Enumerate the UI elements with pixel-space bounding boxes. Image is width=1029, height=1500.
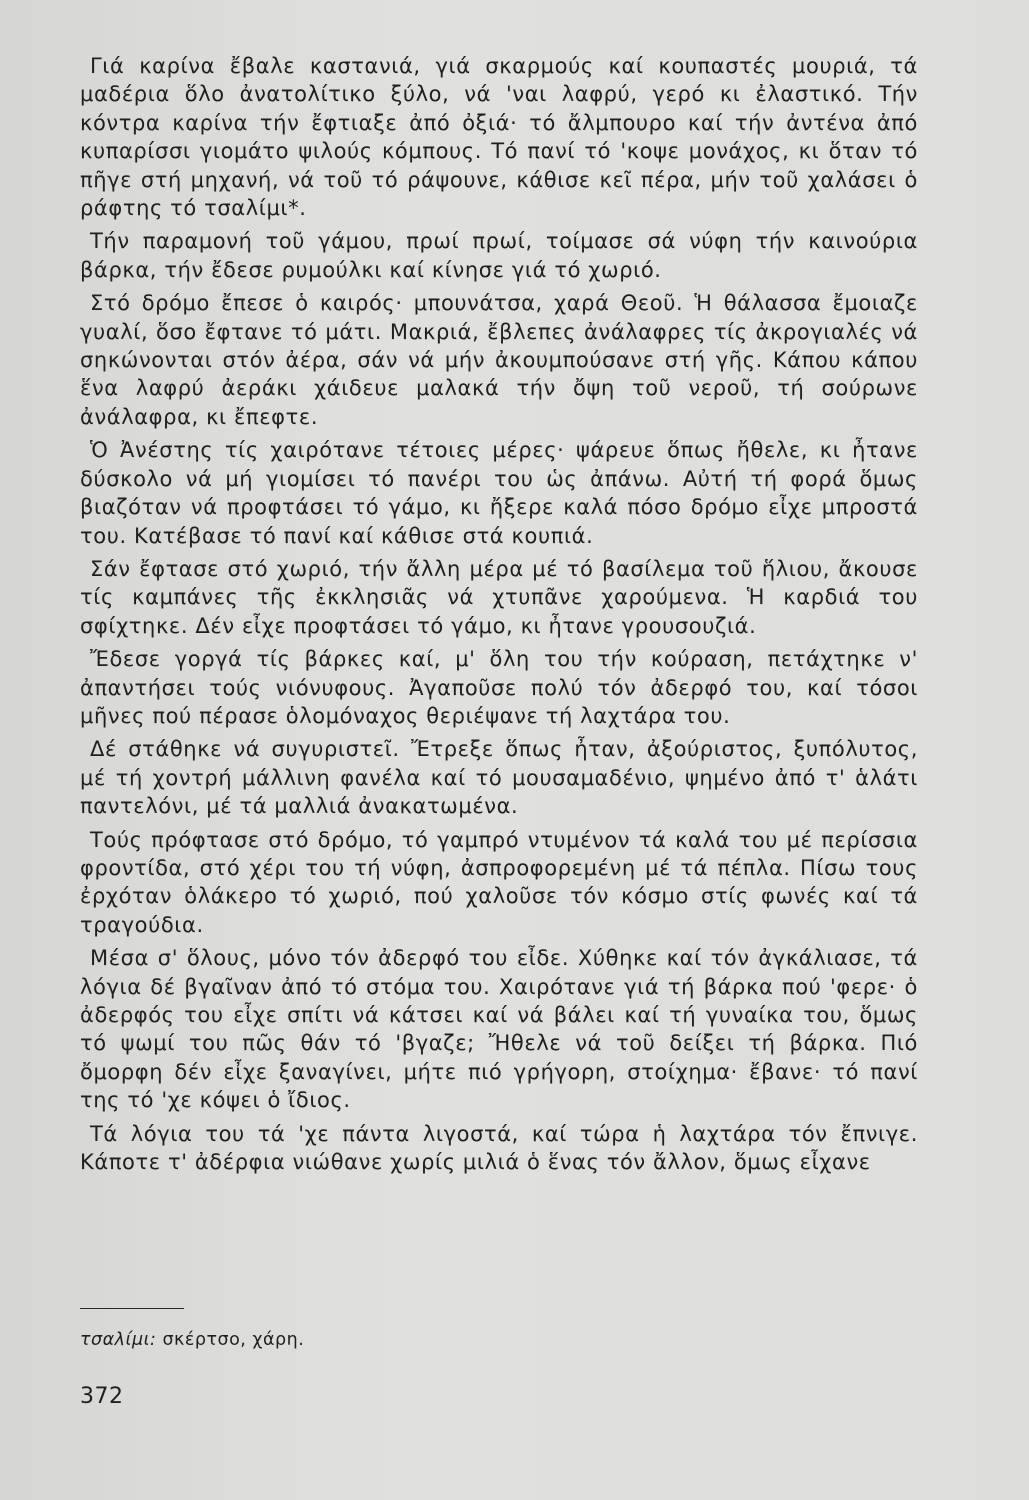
page-number: 372	[80, 1384, 124, 1409]
footnote	[80, 1330, 304, 1350]
paragraph: Σάν ἔφτασε στό χωριό, τήν ἄλλη μέρα μέ τό βασίλεμα τοῦ ἥλιου, ἄκουσε τίς καμπάνες τῆς ἐκκλησιᾶς νά χτυπᾶνε χαρούμενα. Ἡ καρδιά του σφίχτηκε. Δέν εἶχε προφτάσει τό γάμο, κι ἦτανε γρουσουζιά.	[80, 556, 918, 638]
paragraph: Στό δρόμο ἔπεσε ὁ καιρός· μπουνάτσα, χαρά Θεοῦ. Ἡ θάλασσα ἔμοιαζε γυαλί, ὅσο ἔφτανε τό μάτι. Μακριά, ἔβλεπες ἀνάλαφρες τίς ἀκρογιαλές νά σηκώνονται στόν ἀέρα, σάν νά μήν ἀκουμπούσανε στή γῆς. Κάπου κάπου ἕνα λαφρύ ἀεράκι χάιδευε μαλακά τήν ὄψη τοῦ νεροῦ, τή σούρωνε ἀνάλαφρα, κι ἔπεφτε.	[80, 291, 918, 429]
paragraph: Τούς πρόφτασε στό δρόμο, τό γαμπρό ντυμένον τά καλά του μέ περίσσια φροντίδα, στό χέρι του τή νύφη, ἀσπροφορεμένη μέ τά πέπλα. Πίσω τους ἐρχόταν ὁλάκερο τό χωριό, πού χαλοῦσε τόν κόσμο στίς φωνές καί τά τραγούδια.	[80, 827, 918, 937]
paragraph: Ἔδεσε γοργά τίς βάρκες καί, μ' ὅλη του τήν κούραση, πετάχτηκε ν' ἀπαντήσει τούς νιόνυφους. Ἀγαποῦσε πολύ τόν ἀδερφό του, καί τόσοι μῆνες πού πέρασε ὁλομόναχος θεριέψανε τή λαχτάρα του.	[80, 647, 918, 728]
paragraph: Τά λόγια του τά 'χε πάντα λιγοστά, καί τώρα ἡ λαχτάρα τόν ἔπνιγε. Κάποτε τ' ἀδέρφια νιώθανε χωρίς μιλιά ὁ ἕνας τόν ἄλλον, ὅμως εἶχανε	[80, 1121, 918, 1175]
paragraph: Μέσα σ' ὅλους, μόνο τόν ἀδερφό του εἶδε. Χύθηκε καί τόν ἀγκάλιασε, τά λόγια δέ βγαῖναν ἀπό τό στόμα του. Χαιρότανε γιά τή βάρκα πού 'φερε· ὁ ἀδερφός του εἶχε σπίτι νά κάτσει καί νά βάλει καί τή γυναίκα του, ὅμως τό ψωμί του πῶς θάν τό 'βγαζε; Ἤθελε νά τοῦ δείξει τή βάρκα. Πιό ὄμορφη δέν εἶχε ξαναγίνει, μήτε πιό γρήγορη, στοίχημα· ἔβανε· τό πανί της τό 'χε κόψει ὁ ἴδιος.	[80, 946, 918, 1113]
paragraph: Ὁ Ἀνέστης τίς χαιρότανε τέτοιες μέρες· ψάρευε ὅπως ἤθελε, κι ἦτανε δύσκολο νά μή γιομίσει τό πανέρι του ὡς ἀπάνω. Αὐτή τή φορά ὅμως βιαζόταν νά προφτάσει τό γάμο, κι ἤξερε καλά πόσο δρόμο εἶχε μπροστά του. Κατέβασε τό πανί καί κάθισε στά κουπιά.	[80, 438, 918, 548]
footnote-definition: σκέρτσο, χάρη.	[156, 1330, 305, 1350]
footnote-term: τσαλίμι:	[80, 1330, 157, 1350]
footnote-divider	[80, 1308, 184, 1309]
main-text	[80, 52, 918, 1181]
paragraph: Γιά καρίνα ἔβαλε καστανιά, γιά σκαρμούς καί κουπαστές μουριά, τά μαδέρια ὅλο ἀνατολίτικο ξύλο, νά 'ναι λαφρύ, γερό κι ἐλαστικό. Τήν κόντρα καρίνα τήν ἔφτιαξε ἀπό ὀξιά· τό ἄλμπουρο καί τήν ἀντένα ἀπό κυπαρίσσι γιομάτο ψιλούς κόμπους. Τό πανί τό 'κοψε μονάχος, κι ὅταν τό πῆγε στή μηχανή, νά τοῦ τό ράψουνε, κάθισε κεῖ πέρα, μήν τοῦ χαλάσει ὁ ράφτης τό τσαλίμι*.	[80, 54, 918, 221]
paragraph: Τήν παραμονή τοῦ γάμου, πρωί πρωί, τοίμασε σά νύφη τήν καινούρια βάρκα, τήν ἔδεσε ρυμούλκι καί κίνησε γιά τό χωριό.	[80, 229, 918, 282]
paragraph: Δέ στάθηκε νά συγυριστεῖ. Ἔτρεξε ὅπως ἦταν, ἀξούριστος, ξυπόλυτος, μέ τή χοντρή μάλλινη φανέλα καί τό μουσαμαδένιο, ψημένο ἀπό τ' ἁλάτι παντελόνι, μέ τά μαλλιά ἀνακατωμένα.	[80, 737, 918, 819]
